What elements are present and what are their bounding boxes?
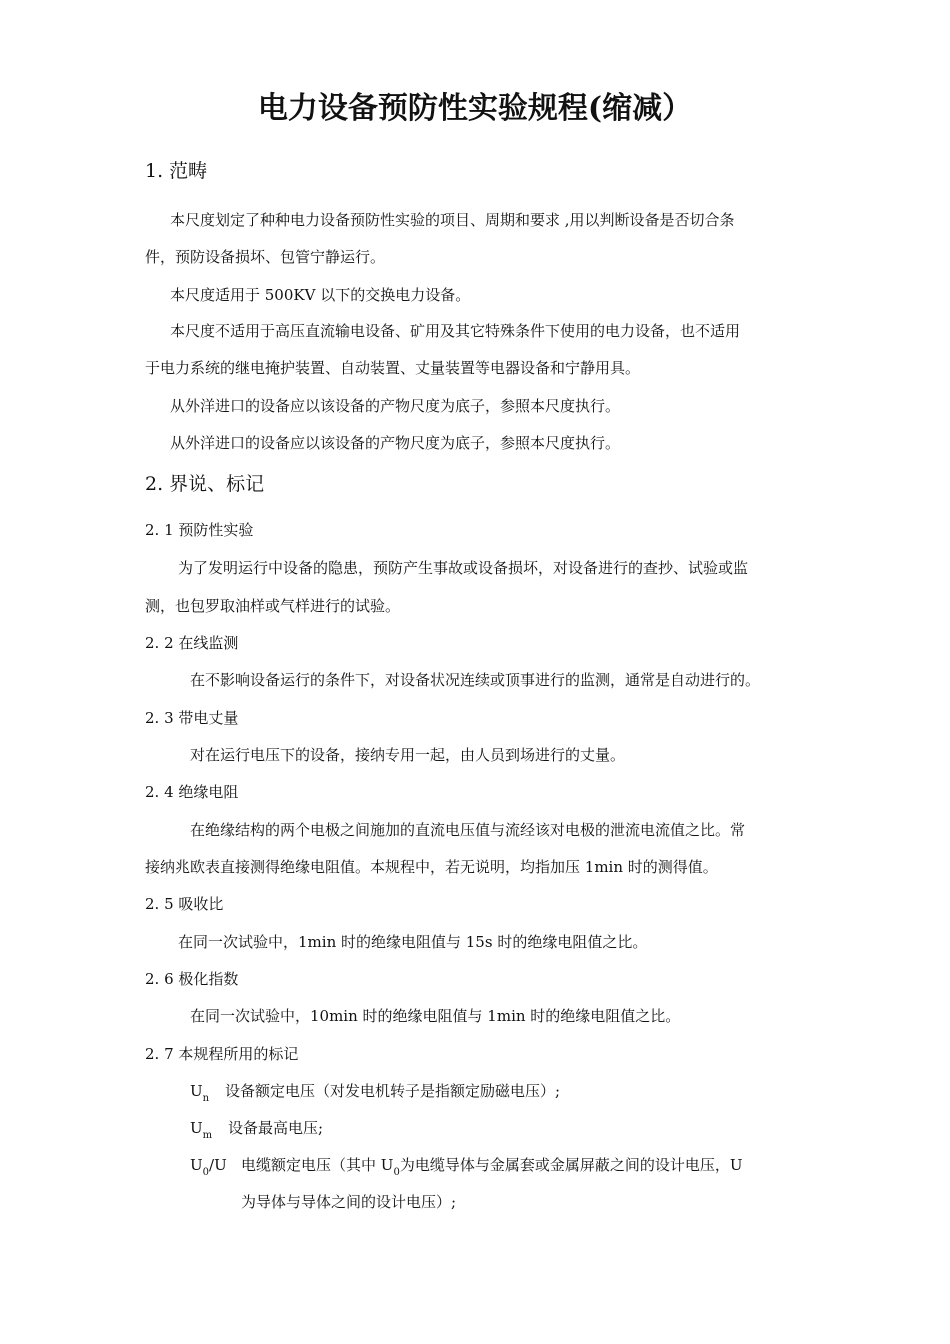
document-title: 电力设备预防性实验规程(缩减）: [257, 91, 693, 126]
subsection-heading: 2. 5 吸收比: [145, 895, 224, 913]
symbol-u0-description-continued: 为导体与导体之间的设计电压）;: [241, 1193, 457, 1211]
paragraph-line: 件，预防设备损坏、包管宁静运行。: [145, 248, 386, 266]
section-1-heading: 1. 范畴: [145, 160, 208, 182]
symbol-u0-description: 电缆额定电压（其中 $U_0$为电缆导体与金属套或金属屏蔽之间的设计电压，U: [241, 1156, 743, 1178]
subsection-heading: 2. 2 在线监测: [145, 634, 239, 652]
paragraph-line: 对在运行电压下的设备，接纳专用一起，由人员到场进行的丈量。: [190, 746, 626, 764]
paragraph-line: 在同一次试验中，1min 时的绝缘电阻值与 15s 时的绝缘电阻值之比。: [178, 933, 648, 951]
subsection-heading: 2. 3 带电丈量: [145, 709, 239, 727]
paragraph-line: 在同一次试验中，10min 时的绝缘电阻值与 1min 时的绝缘电阻值之比。: [190, 1007, 681, 1025]
symbol-u0-u: $U_0/U$: [190, 1156, 227, 1178]
symbol-un-description: 设备额定电压（对发电机转子是指额定励磁电压）;: [225, 1082, 561, 1100]
paragraph-line: 测，也包罗取油样或气样进行的试验。: [145, 597, 401, 615]
paragraph-line: 在绝缘结构的两个电极之间施加的直流电压值与流经该对电极的泄流电流值之比。常: [190, 821, 746, 839]
subsection-heading: 2. 4 绝缘电阻: [145, 783, 239, 801]
paragraph-line: 本尺度适用于 500KV 以下的交换电力设备。: [170, 286, 471, 304]
section-2-heading: 2. 界说、标记: [145, 473, 265, 495]
paragraph-line: 于电力系统的继电掩护装置、自动装置、丈量装置等电器设备和宁静用具。: [145, 359, 641, 377]
subsection-heading: 2. 6 极化指数: [145, 970, 239, 988]
symbol-um-description: 设备最高电压;: [228, 1119, 324, 1137]
paragraph-line: 在不影响设备运行的条件下，对设备状况连续或顶事进行的监测，通常是自动进行的。: [190, 671, 761, 689]
paragraph-line: 为了发明运行中设备的隐患，预防产生事故或设备损坏，对设备进行的查抄、试验或监: [178, 559, 749, 577]
subsection-heading: 2. 1 预防性实验: [145, 521, 254, 539]
paragraph-line: 从外洋进口的设备应以该设备的产物尺度为底子，参照本尺度执行。: [170, 397, 621, 415]
paragraph-line: 接纳兆欧表直接测得绝缘电阻值。本规程中，若无说明，均指加压 1min 时的测得值。: [145, 858, 718, 876]
paragraph-line: 本尺度不适用于高压直流输电设备、矿用及其它特殊条件下使用的电力设备，也不适用: [170, 322, 741, 340]
paragraph-line: 从外洋进口的设备应以该设备的产物尺度为底子，参照本尺度执行。: [170, 434, 621, 452]
subsection-heading: 2. 7 本规程所用的标记: [145, 1045, 299, 1063]
paragraph-line: 本尺度划定了种种电力设备预防性实验的项目、周期和要求 ,用以判断设备是否切合条: [170, 211, 735, 229]
symbol-un: $U_n$: [190, 1082, 210, 1104]
symbol-um: $U_m$: [190, 1119, 213, 1141]
